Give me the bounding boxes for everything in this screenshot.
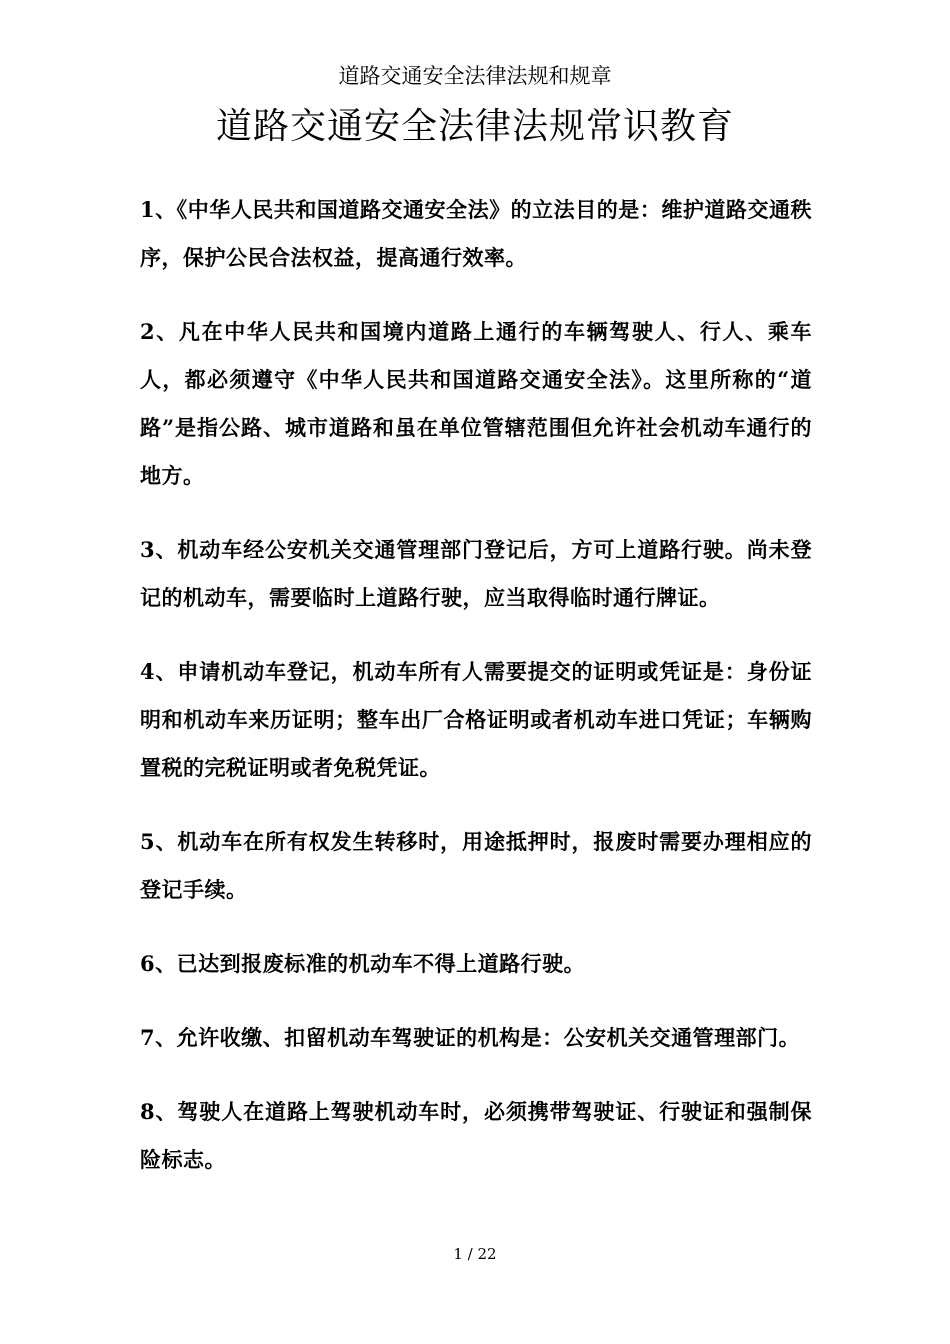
- document-body: [140, 186, 812, 1210]
- main-title: 道路交通安全法律法规常识教育: [215, 106, 734, 147]
- paragraph-4: 4、申请机动车登记，机动车所有人需要提交的证明或凭证是：身份证明和机动车来历证明；整车出厂合格证明或者机动车进口凭证；车辆购置税的完税证明或者免税凭证。: [140, 659, 812, 780]
- paragraph-3: 3、机动车经公安机关交通管理部门登记后，方可上道路行驶。尚未登记的机动车，需要临时上道路行驶，应当取得临时通行牌证。: [140, 537, 812, 610]
- paragraph-1: 1、《中华人民共和国道路交通安全法》的立法目的是：维护道路交通秩序，保护公民合法权益，提高通行效率。: [140, 197, 812, 270]
- paragraph-5: 5、机动车在所有权发生转移时，用途抵押时，报废时需要办理相应的登记手续。: [140, 829, 812, 902]
- paragraph-8: 8、驾驶人在道路上驾驶机动车时，必须携带驾驶证、行驶证和强制保险标志。: [140, 1099, 812, 1172]
- paragraph-2: 2、凡在中华人民共和国境内道路上通行的车辆驾驶人、行人、乘车人，都必须遵守《中华人民共和国道路交通安全法》。这里所称的“道路”是指公路、城市道路和虽在单位管辖范围但允许社会机动车通行的地方。: [140, 319, 812, 488]
- paragraph-6: 6、已达到报废标准的机动车不得上道路行驶。: [140, 951, 586, 976]
- paragraph-7: 7、允许收缴、扣留机动车驾驶证的机构是：公安机关交通管理部门。: [140, 1025, 801, 1050]
- header-title: 道路交通安全法律法规和规章: [338, 64, 612, 88]
- page-number: 1 / 22: [453, 1245, 497, 1263]
